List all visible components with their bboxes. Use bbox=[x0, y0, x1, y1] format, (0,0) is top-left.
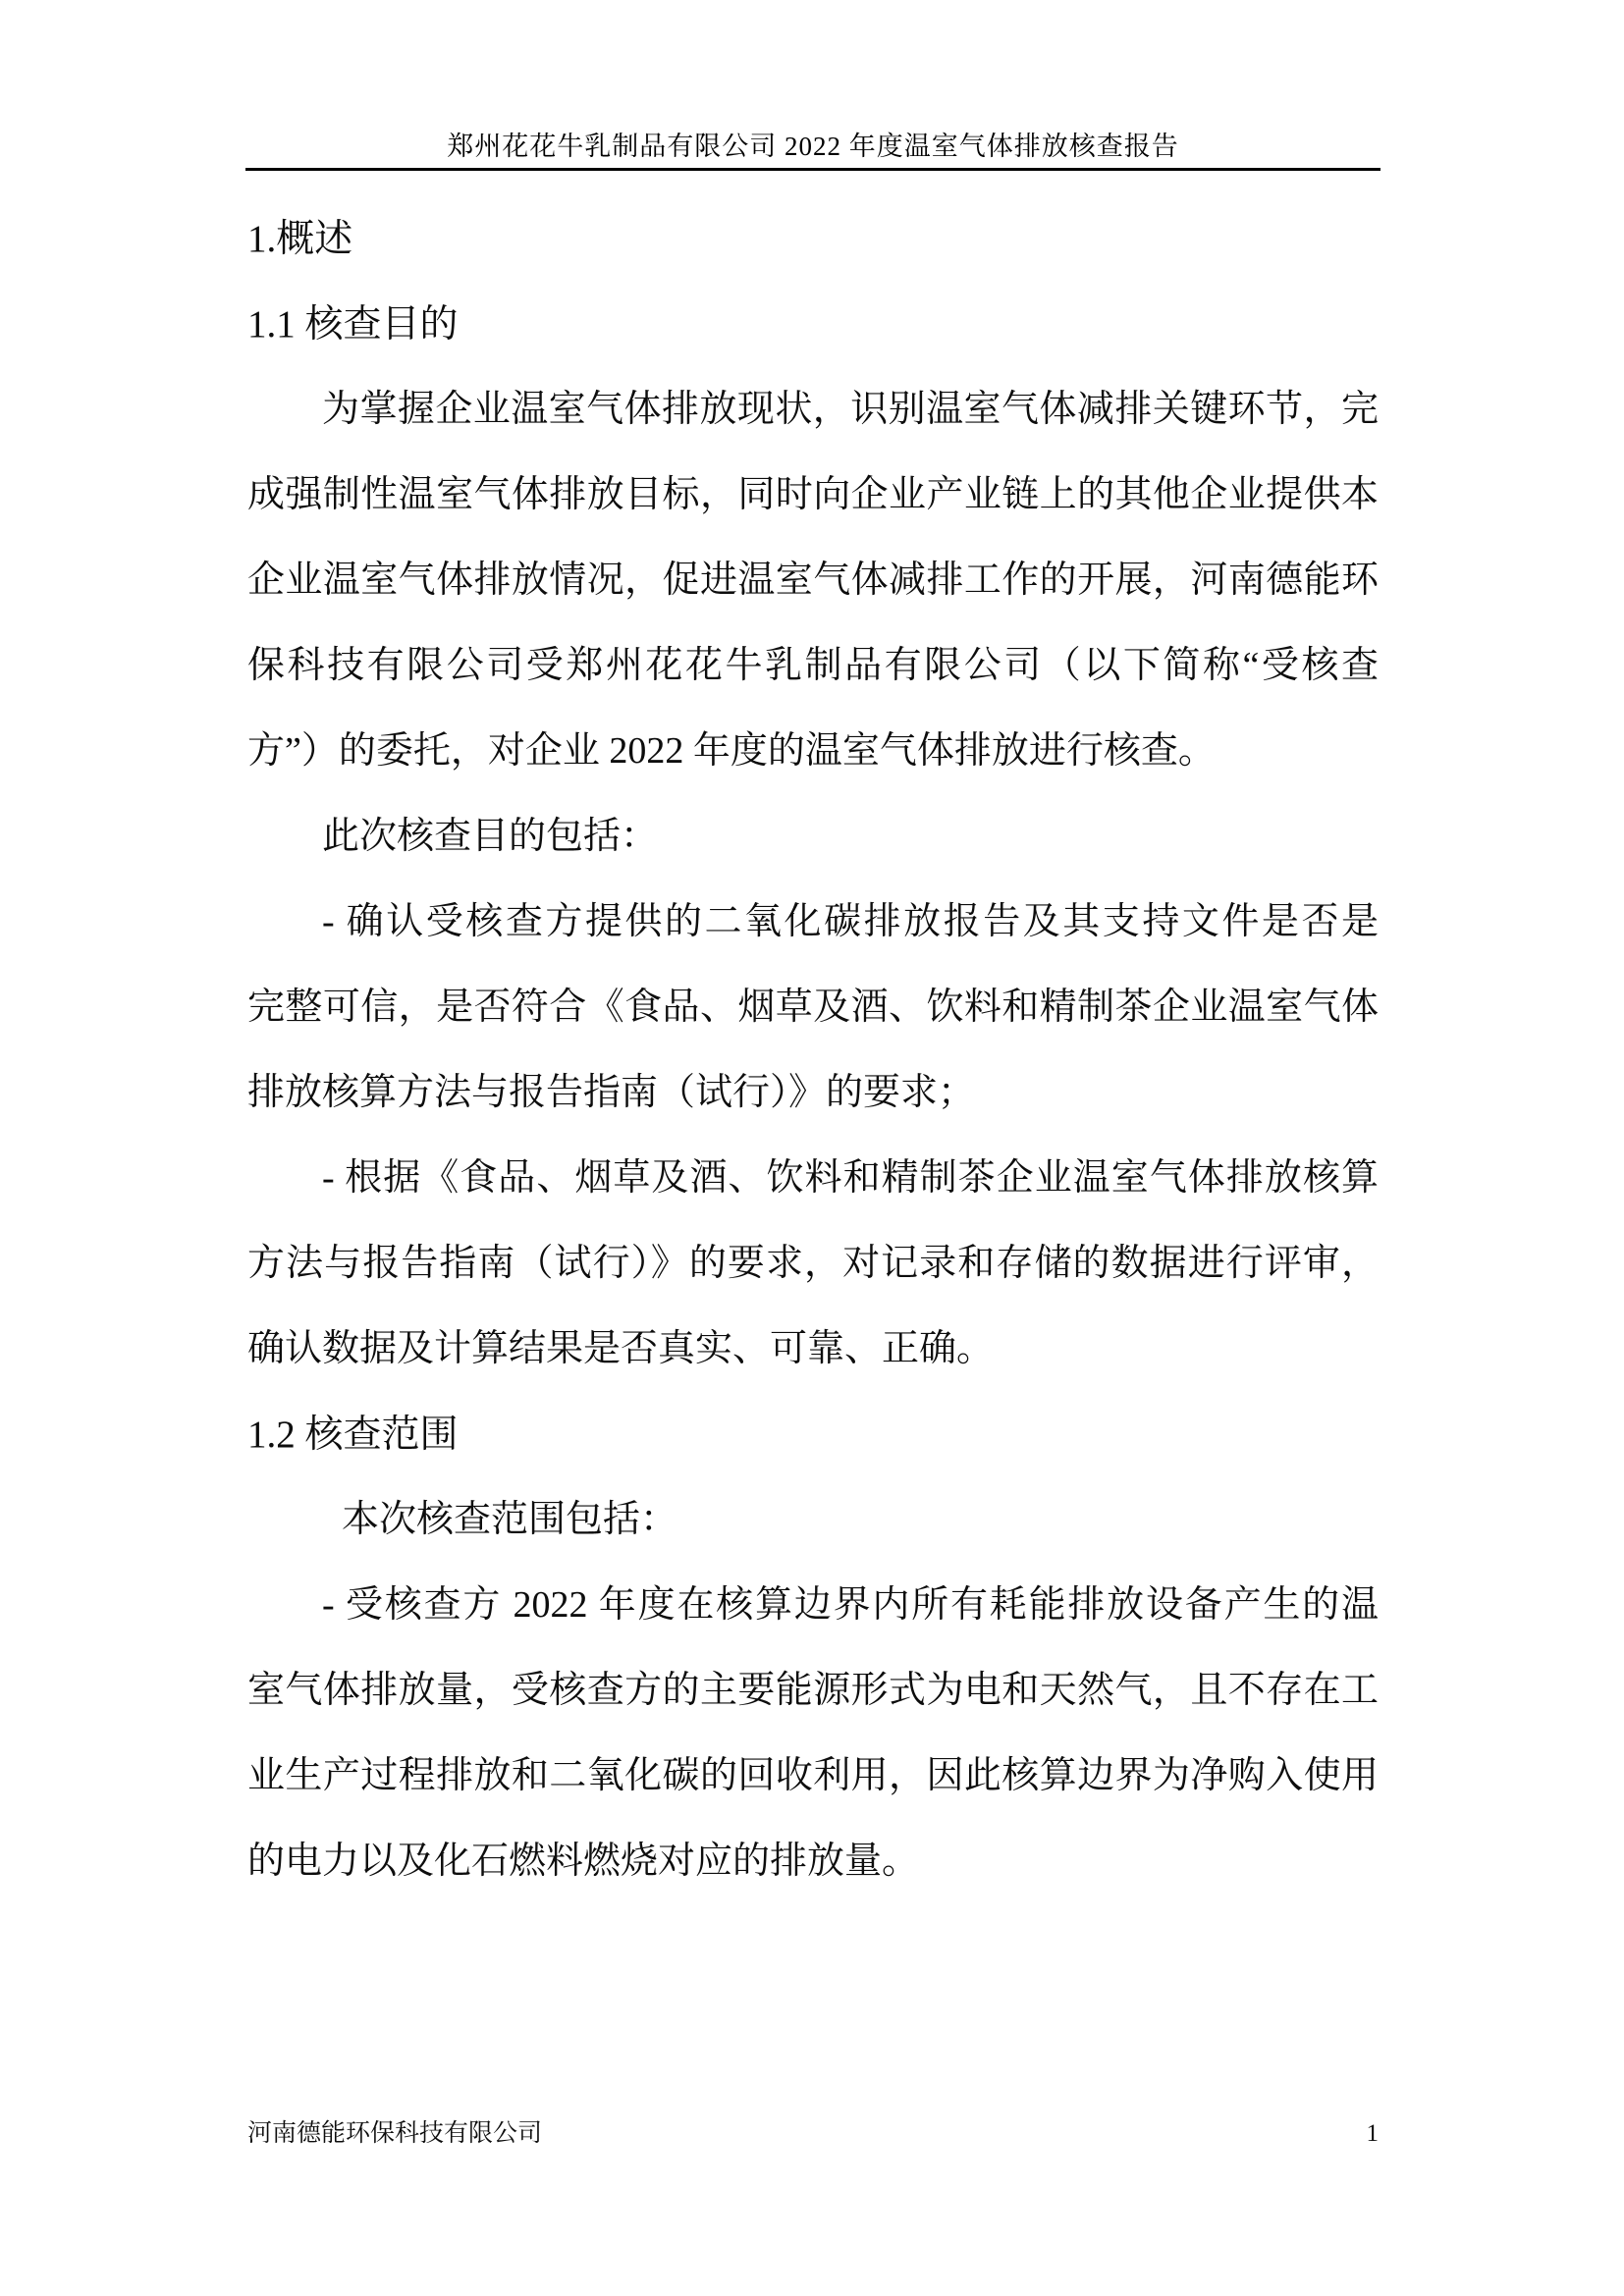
page-footer bbox=[247, 2118, 1379, 2150]
doc-line: 排放核算方法与报告指南（试行）》的要求； bbox=[247, 1072, 976, 1113]
section-heading-overview: 1.概述 bbox=[247, 218, 353, 260]
doc-line: 企业温室气体排放情况，促进温室气体减排工作的开展，河南德能环 bbox=[247, 560, 1379, 601]
doc-line: 确认数据及计算结果是否真实、可靠、正确。 bbox=[247, 1328, 995, 1369]
doc-line: 的电力以及化石燃料燃烧对应的排放量。 bbox=[247, 1841, 920, 1882]
section-heading-1-1: 1.1 核查目的 bbox=[247, 303, 459, 346]
doc-line: 完整可信，是否符合《食品、烟草及酒、饮料和精制茶企业温室气体 bbox=[247, 987, 1379, 1028]
footer-company-name: 河南德能环保科技有限公司 bbox=[247, 2120, 543, 2147]
footer-page-number: 1 bbox=[1366, 2120, 1379, 2147]
doc-line: 室气体排放量，受核查方的主要能源形式为电和天然气，且不存在工 bbox=[247, 1670, 1379, 1711]
doc-line: 保科技有限公司受郑州花花牛乳制品有限公司（以下简称“受核查 bbox=[247, 645, 1379, 686]
running-header-title: 郑州花花牛乳制品有限公司 2022 年度温室气体排放核查报告 bbox=[447, 132, 1179, 161]
doc-line: 方”）的委托，对企业 2022 年度的温室气体排放进行核查。 bbox=[247, 730, 1216, 772]
doc-line: - 根据《食品、烟草及酒、饮料和精制茶企业温室气体排放核算 bbox=[322, 1157, 1379, 1199]
doc-line: 本次核查范围包括： bbox=[342, 1499, 678, 1540]
doc-line: 此次核查目的包括： bbox=[322, 816, 659, 857]
doc-line: - 受核查方 2022 年度在核算边界内所有耗能排放设备产生的温 bbox=[322, 1584, 1379, 1626]
document-body bbox=[247, 196, 1379, 1904]
doc-line: 方法与报告指南（试行）》的要求，对记录和存储的数据进行评审， bbox=[247, 1243, 1379, 1284]
header-rule bbox=[245, 168, 1380, 171]
doc-line: 为掌握企业温室气体排放现状，识别温室气体减排关键环节，完 bbox=[322, 389, 1379, 430]
doc-line: 成强制性温室气体排放目标，同时向企业产业链上的其他企业提供本 bbox=[247, 474, 1379, 515]
section-heading-1-2: 1.2 核查范围 bbox=[247, 1414, 459, 1456]
doc-line: - 确认受核查方提供的二氧化碳排放报告及其支持文件是否是 bbox=[322, 901, 1379, 942]
doc-line: 业生产过程排放和二氧化碳的回收利用，因此核算边界为净购入使用 bbox=[247, 1755, 1379, 1796]
page-header bbox=[247, 126, 1379, 167]
